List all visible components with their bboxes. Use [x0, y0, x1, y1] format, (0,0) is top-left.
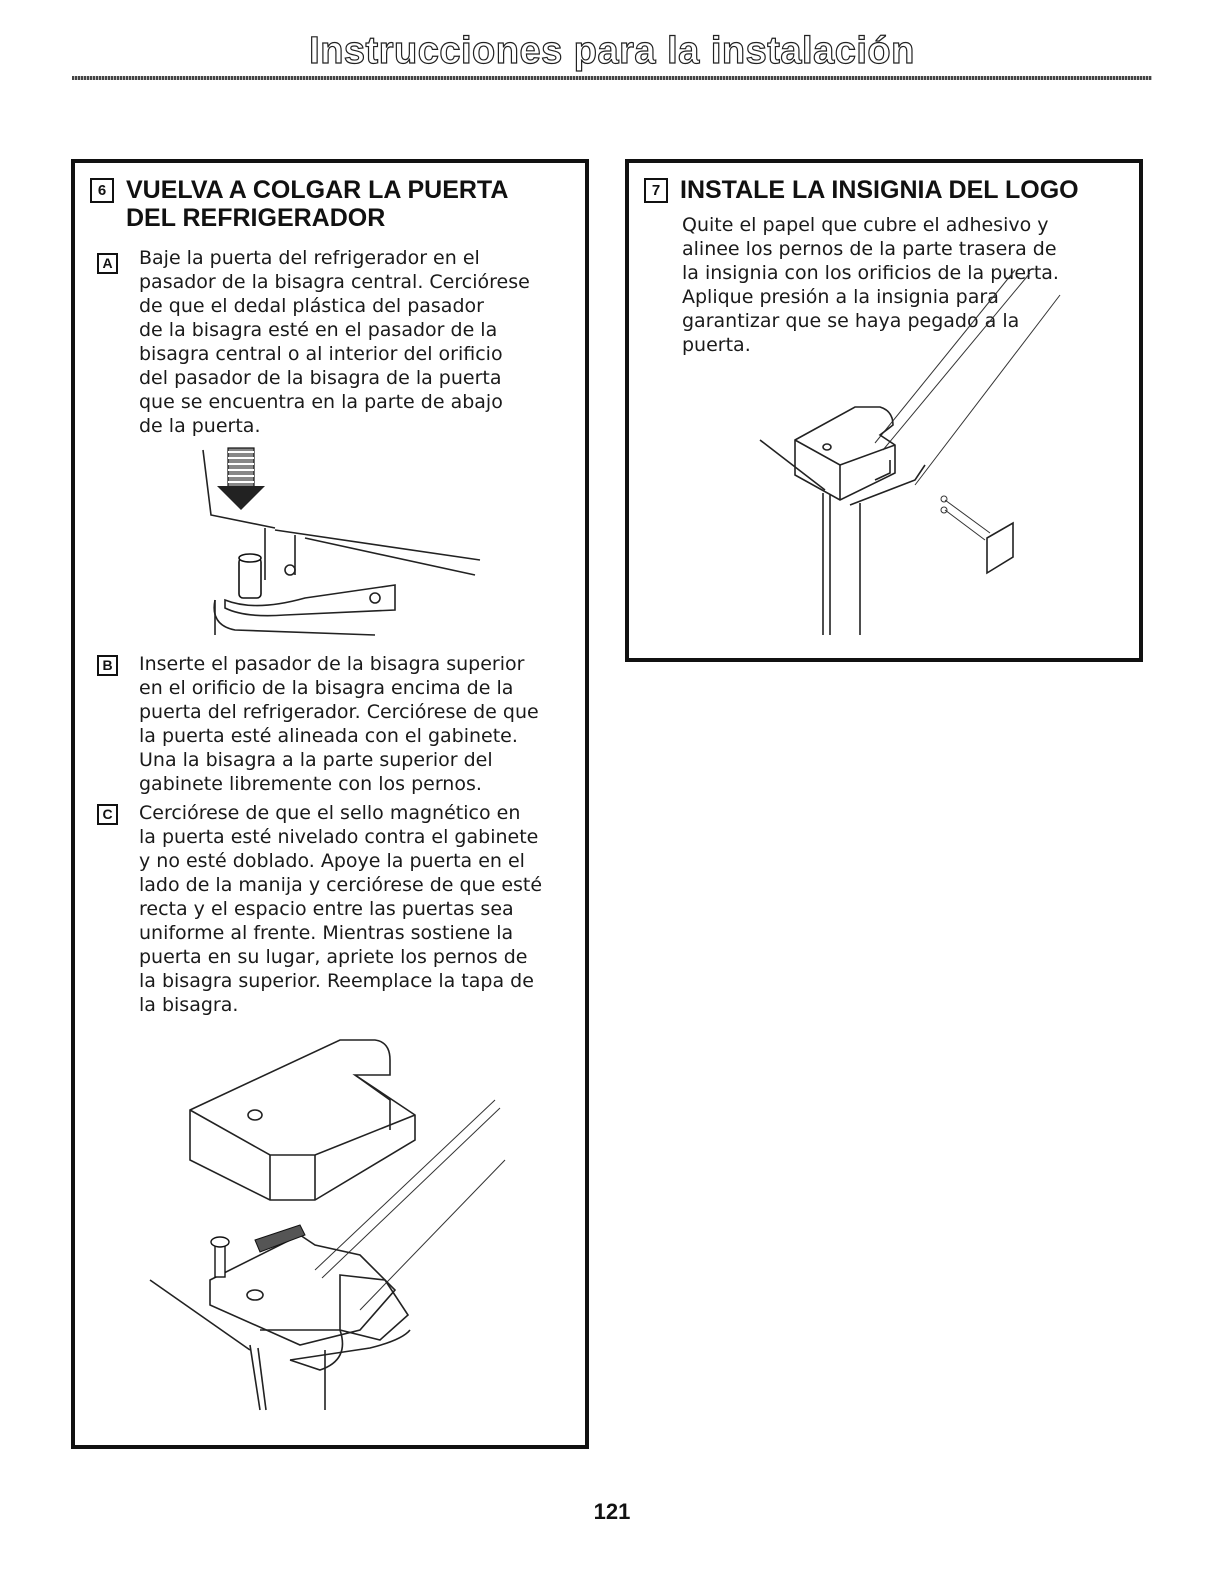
page-number: 121: [593, 1499, 631, 1524]
top-hinge-illustration: [140, 1030, 520, 1415]
logo-badge-illustration: [755, 265, 1075, 640]
title-rule: [72, 76, 1152, 80]
item-c-label: C: [97, 804, 118, 825]
step-7-text: Quite el papel que cubre el adhesivo y alinee los pernos de la parte trasera de la insignia con los orificios de la puerta. Aplique presión a la insignia para garantizar que se haya pegado a la puerta.: [682, 214, 1059, 356]
step-6-heading: [90, 176, 508, 232]
item-a-text: Baje la puerta del refrigerador en el pasador de la bisagra central. Cerciórese de que el dedal plástica del pasador de la bisagra esté en el pasador de la bisagra central o al interior del orificio del pasador de la bisagra de la puerta que se encuentra en la parte de abajo de la puerta.: [139, 247, 530, 437]
step-6-number: 6: [90, 178, 114, 203]
step-6-title: VUELVA A COLGAR LA PUERTA DEL REFRIGERADOR: [126, 176, 509, 232]
center-hinge-illustration: [195, 440, 495, 640]
item-c-text: Cerciórese de que el sello magnético en la puerta esté nivelado contra el gabinete y no esté doblado. Apoye la puerta en el lado de la manija y cerciórese de que esté recta y el espacio entre las puertas sea uniforme al frente. Mientras sostiene la puerta en su lugar, apriete los pernos de la bisagra superior. Reemplace la tapa de la bisagra.: [139, 802, 543, 1016]
item-b-label: B: [97, 655, 118, 676]
page-title: Instrucciones para la instalación: [309, 30, 915, 72]
item-b-text: Inserte el pasador de la bisagra superior en el orificio de la bisagra encima de la puerta del refrigerador. Cerciórese de que la puerta esté alineada con el gabinete. Una la bisagra a la parte superior del gabinete libremente con los pernos.: [139, 653, 539, 795]
item-a-label: A: [97, 253, 118, 274]
step-7-title: INSTALE LA INSIGNIA DEL LOGO: [680, 176, 1079, 204]
step-7-heading: [644, 176, 1079, 204]
step-7-number: 7: [644, 178, 668, 203]
